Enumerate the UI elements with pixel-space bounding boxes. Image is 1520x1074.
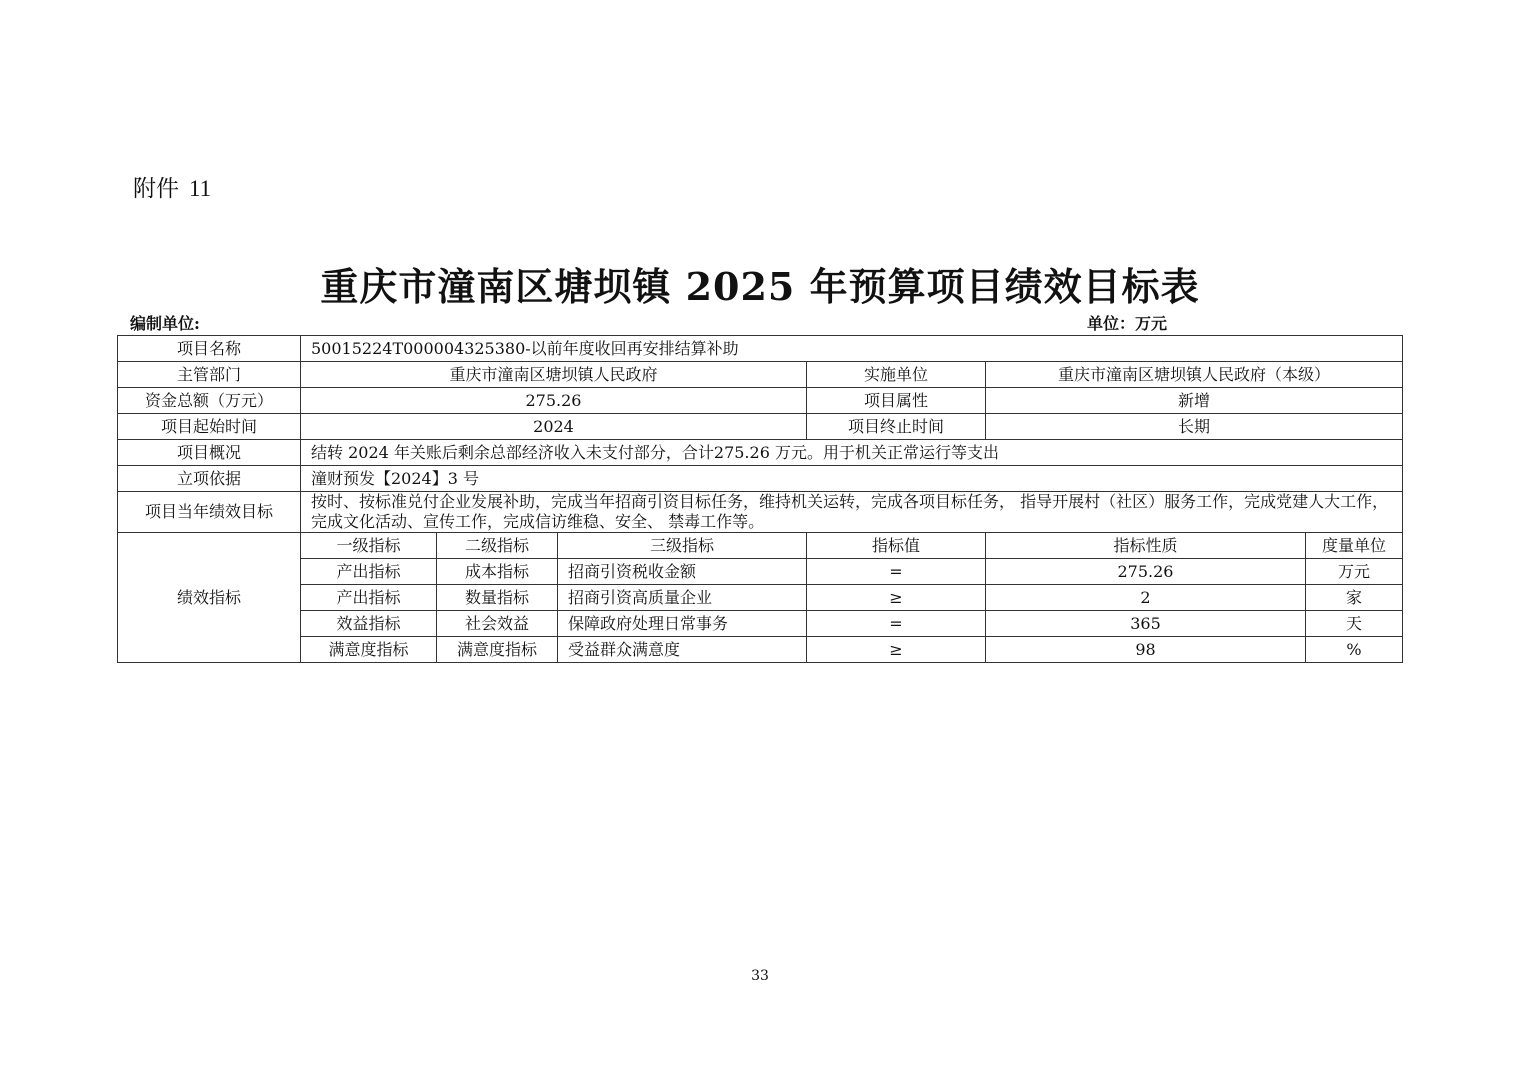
table-row: [118, 559, 1403, 585]
header-nature: 指标性质: [986, 533, 1306, 559]
table-row: [118, 585, 1403, 611]
unit-label: 单位：万元: [1087, 314, 1168, 333]
project-name-label: 项目名称: [118, 336, 301, 362]
indicators-label: 绩效指标: [118, 533, 301, 663]
attr-value: 新增: [986, 388, 1403, 414]
start-value: 2024: [301, 414, 807, 440]
attr-label: 项目属性: [807, 388, 986, 414]
level3-cell: 招商引资高质量企业: [558, 585, 807, 611]
goal-value: 按时、按标准兑付企业发展补助，完成当年招商引资目标任务，维持机关运转，完成各项目标任务， 指导开展村（社区）服务工作，完成党建人大工作， 完成文化活动、宣传工作，完成信访维稳、安全、 禁毒工作等。: [301, 492, 1403, 533]
level2-cell: 数量指标: [437, 585, 558, 611]
basis-label: 立项依据: [118, 466, 301, 492]
header-level3: 三级指标: [558, 533, 807, 559]
row-project-name: [118, 336, 1403, 362]
row-period: [118, 414, 1403, 440]
value-cell: ≥: [807, 637, 986, 663]
page-title: 重庆市潼南区塘坝镇 2025 年预算项目绩效目标表: [320, 264, 1200, 309]
level3-cell: 受益群众满意度: [558, 637, 807, 663]
end-label: 项目终止时间: [807, 414, 986, 440]
row-overview: [118, 440, 1403, 466]
nature-cell: 365: [986, 611, 1306, 637]
level2-cell: 成本指标: [437, 559, 558, 585]
header-level1: 一级指标: [301, 533, 437, 559]
level3-cell: 保障政府处理日常事务: [558, 611, 807, 637]
attachment-number: 11: [189, 176, 212, 201]
nature-cell: 98: [986, 637, 1306, 663]
indicator-header-row: [118, 533, 1403, 559]
nature-cell: 275.26: [986, 559, 1306, 585]
header-value: 指标值: [807, 533, 986, 559]
impl-label: 实施单位: [807, 362, 986, 388]
level1-cell: 产出指标: [301, 585, 437, 611]
table-row: [118, 611, 1403, 637]
page-number: 33: [751, 968, 769, 984]
goal-label: 项目当年绩效目标: [118, 492, 301, 533]
level1-cell: 效益指标: [301, 611, 437, 637]
level1-cell: 产出指标: [301, 559, 437, 585]
unit-cell: 万元: [1306, 559, 1403, 585]
table-row: [118, 637, 1403, 663]
value-cell: =: [807, 559, 986, 585]
level2-cell: 社会效益: [437, 611, 558, 637]
header-level2: 二级指标: [437, 533, 558, 559]
level1-cell: 满意度指标: [301, 637, 437, 663]
performance-table: [117, 335, 1403, 663]
compiler-label: 编制单位:: [130, 314, 200, 333]
level3-cell: 招商引资税收金额: [558, 559, 807, 585]
row-department: [118, 362, 1403, 388]
row-basis: [118, 466, 1403, 492]
basis-value: 潼财预发【2024】3 号: [301, 466, 1403, 492]
level2-cell: 满意度指标: [437, 637, 558, 663]
dept-value: 重庆市潼南区塘坝镇人民政府: [301, 362, 807, 388]
value-cell: ≥: [807, 585, 986, 611]
attachment-text: 附件: [133, 176, 179, 202]
impl-value: 重庆市潼南区塘坝镇人民政府（本级）: [986, 362, 1403, 388]
end-value: 长期: [986, 414, 1403, 440]
unit-cell: 家: [1306, 585, 1403, 611]
nature-cell: 2: [986, 585, 1306, 611]
unit-cell: %: [1306, 637, 1403, 663]
value-cell: =: [807, 611, 986, 637]
attachment-label: [133, 170, 211, 203]
fund-value: 275.26: [301, 388, 807, 414]
overview-label: 项目概况: [118, 440, 301, 466]
row-goal: [118, 492, 1403, 533]
dept-label: 主管部门: [118, 362, 301, 388]
row-fund: [118, 388, 1403, 414]
fund-label: 资金总额（万元）: [118, 388, 301, 414]
overview-value: 结转 2024 年关账后剩余总部经济收入未支付部分，合计275.26 万元。用于机关正常运行等支出: [301, 440, 1403, 466]
header-unit: 度量单位: [1306, 533, 1403, 559]
start-label: 项目起始时间: [118, 414, 301, 440]
unit-cell: 天: [1306, 611, 1403, 637]
project-name-value: 50015224T000004325380-以前年度收回再安排结算补助: [301, 336, 1403, 362]
